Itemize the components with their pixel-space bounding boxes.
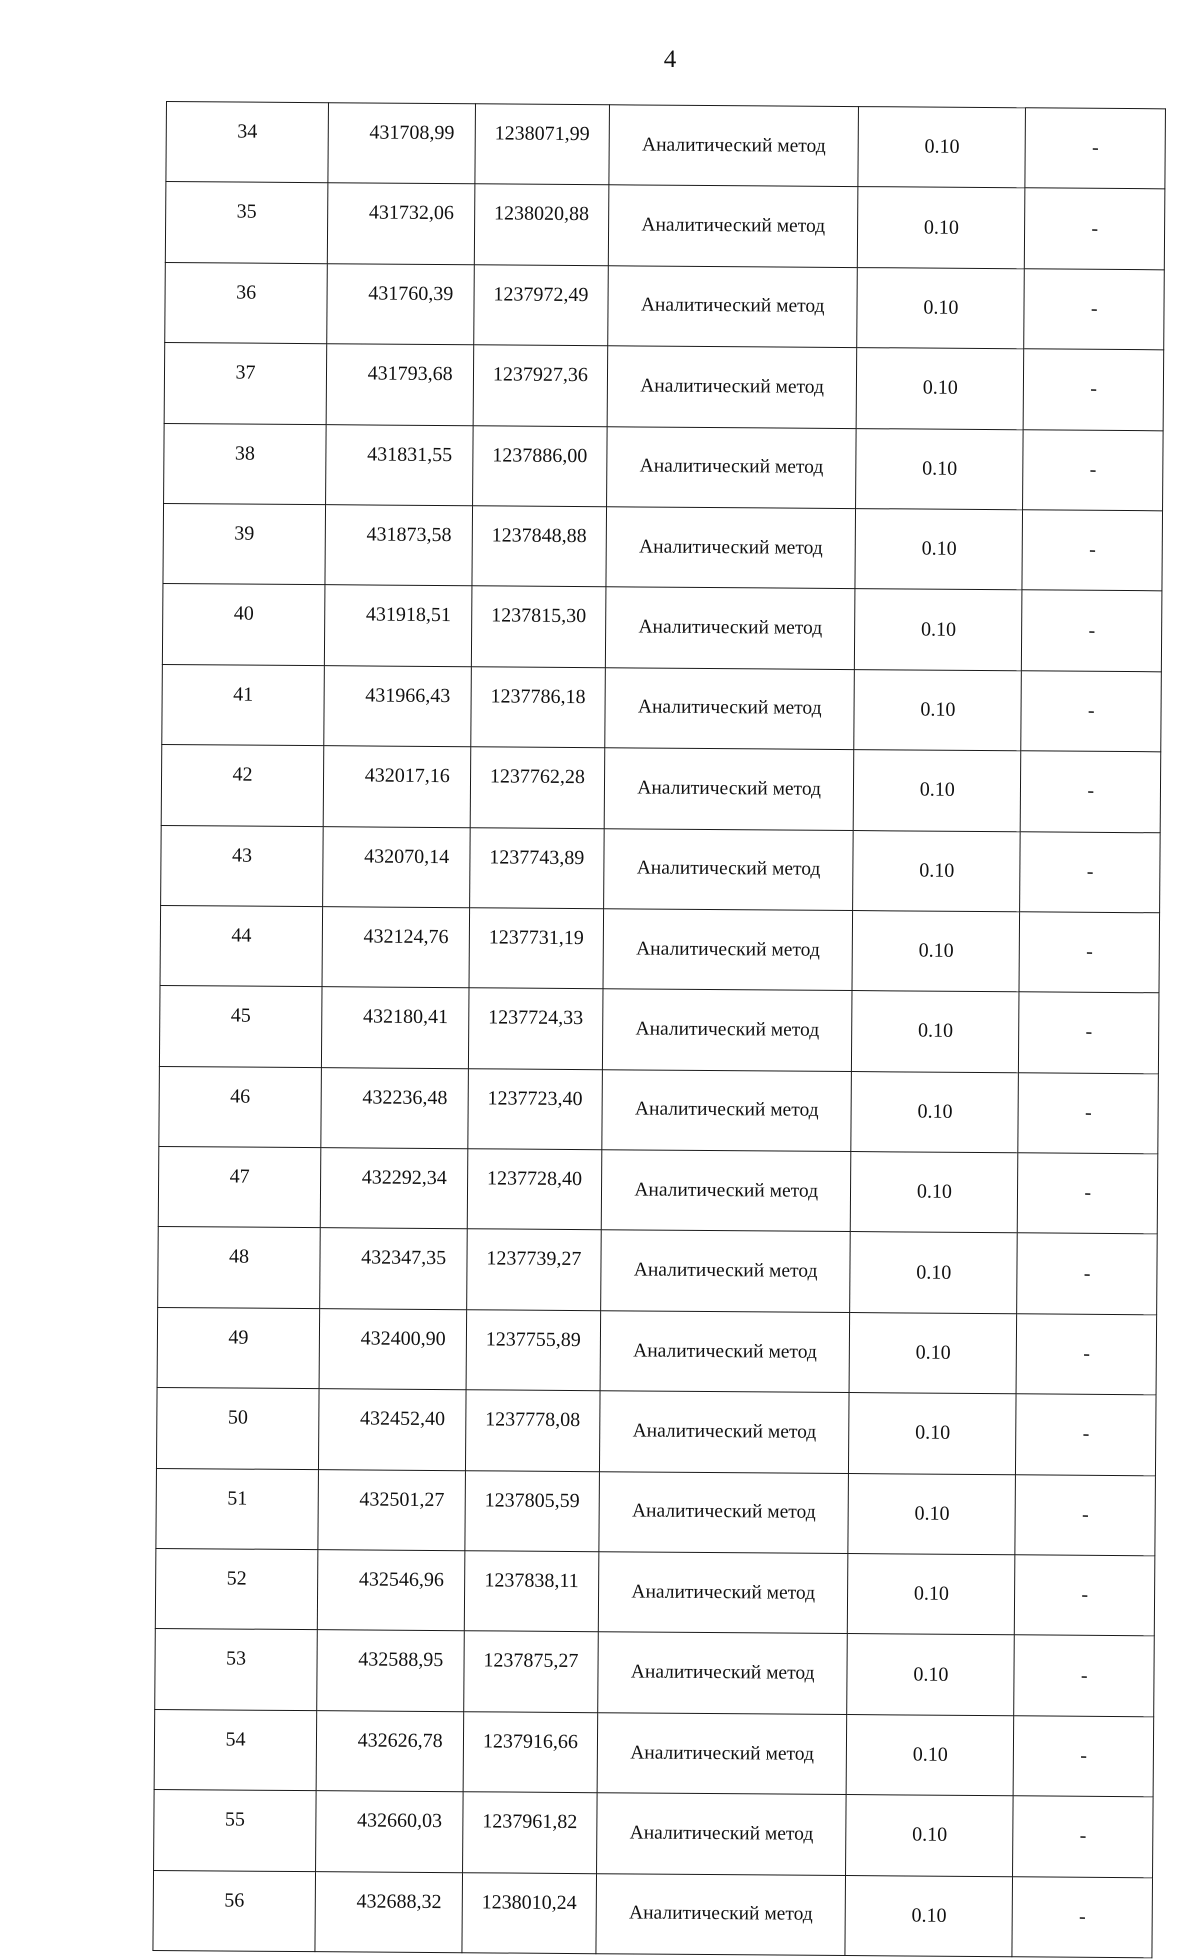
accuracy-cell: 0.10	[857, 267, 1025, 349]
x-coordinate-cell: 431732,06	[327, 183, 474, 264]
point-number-cell: 53	[155, 1629, 318, 1711]
point-number-cell: 52	[155, 1548, 318, 1630]
x-coordinate-cell: 432347,35	[320, 1228, 467, 1309]
accuracy-cell: 0.10	[846, 1795, 1014, 1877]
y-coordinate-cell: 1238010,24	[462, 1872, 597, 1953]
accuracy-cell: 0.10	[853, 750, 1021, 832]
point-number-cell: 38	[164, 423, 327, 505]
note-cell: -	[1020, 831, 1160, 912]
point-number-cell: 39	[163, 503, 326, 585]
x-coordinate-cell: 432688,32	[315, 1871, 462, 1952]
table-row	[163, 503, 1163, 591]
point-number-cell: 54	[154, 1709, 317, 1791]
table-row	[155, 1548, 1155, 1636]
method-cell: Аналитический метод	[602, 989, 852, 1071]
note-cell: -	[1013, 1796, 1153, 1877]
y-coordinate-cell: 1237723,40	[468, 1068, 603, 1149]
accuracy-cell: 0.10	[846, 1714, 1014, 1796]
note-cell: -	[1021, 671, 1161, 752]
x-coordinate-cell: 432124,76	[322, 907, 469, 988]
y-coordinate-cell: 1237886,00	[472, 425, 607, 506]
accuracy-cell: 0.10	[855, 509, 1023, 591]
point-number-cell: 36	[165, 262, 328, 344]
method-cell: Аналитический метод	[601, 1230, 851, 1312]
table-row	[158, 1147, 1158, 1235]
method-cell: Аналитический метод	[604, 828, 854, 910]
note-cell: -	[1016, 1394, 1156, 1475]
y-coordinate-cell: 1237805,59	[465, 1470, 600, 1551]
point-number-cell: 49	[157, 1307, 320, 1389]
note-cell: -	[1014, 1635, 1154, 1716]
x-coordinate-cell: 432546,96	[317, 1550, 464, 1631]
accuracy-cell: 0.10	[847, 1634, 1015, 1716]
table-row	[162, 664, 1162, 752]
y-coordinate-cell: 1238020,88	[474, 184, 609, 265]
x-coordinate-cell: 431793,68	[326, 344, 473, 425]
method-cell: Аналитический метод	[599, 1471, 849, 1553]
page-number: 4	[663, 46, 677, 73]
method-cell: Аналитический метод	[597, 1713, 847, 1795]
point-number-cell: 44	[160, 905, 323, 987]
y-coordinate-cell: 1237961,82	[462, 1792, 597, 1873]
table-row	[156, 1468, 1156, 1556]
accuracy-cell: 0.10	[848, 1554, 1016, 1636]
table-row	[153, 1870, 1153, 1958]
note-cell: -	[1023, 429, 1163, 510]
x-coordinate-cell: 432501,27	[318, 1469, 465, 1550]
y-coordinate-cell: 1237786,18	[470, 666, 605, 747]
method-cell: Аналитический метод	[607, 426, 857, 508]
table-row	[165, 262, 1165, 350]
point-number-cell: 46	[159, 1066, 322, 1148]
x-coordinate-cell: 432626,78	[316, 1710, 463, 1791]
note-cell: -	[1019, 912, 1159, 993]
y-coordinate-cell: 1237731,19	[469, 908, 604, 989]
point-number-cell: 35	[165, 182, 328, 264]
point-number-cell: 47	[158, 1147, 321, 1229]
table-row	[155, 1629, 1155, 1717]
x-coordinate-cell: 432236,48	[321, 1067, 468, 1148]
accuracy-cell: 0.10	[852, 991, 1020, 1073]
method-cell: Аналитический метод	[606, 507, 856, 589]
y-coordinate-cell: 1237743,89	[469, 827, 604, 908]
accuracy-cell: 0.10	[845, 1875, 1013, 1957]
y-coordinate-cell: 1237728,40	[467, 1149, 602, 1230]
x-coordinate-cell: 431708,99	[328, 103, 475, 184]
point-number-cell: 34	[166, 102, 329, 184]
note-cell: -	[1017, 1314, 1157, 1395]
x-coordinate-cell: 431966,43	[324, 665, 471, 746]
note-cell: -	[1025, 188, 1165, 269]
accuracy-cell: 0.10	[851, 1071, 1019, 1153]
x-coordinate-cell: 431760,39	[327, 263, 474, 344]
table-row	[162, 584, 1162, 672]
accuracy-cell: 0.10	[856, 428, 1024, 510]
table-body	[153, 102, 1166, 1958]
method-cell: Аналитический метод	[609, 105, 859, 187]
accuracy-cell: 0.10	[856, 348, 1024, 430]
accuracy-cell: 0.10	[853, 830, 1021, 912]
table-row	[164, 423, 1164, 511]
x-coordinate-cell: 432292,34	[320, 1148, 467, 1229]
x-coordinate-cell: 432452,40	[319, 1389, 466, 1470]
point-number-cell: 56	[153, 1870, 316, 1952]
method-cell: Аналитический метод	[602, 1069, 852, 1151]
method-cell: Аналитический метод	[601, 1150, 851, 1232]
accuracy-cell: 0.10	[858, 107, 1026, 189]
method-cell: Аналитический метод	[600, 1311, 850, 1393]
y-coordinate-cell: 1237838,11	[464, 1551, 599, 1632]
note-cell: -	[1022, 590, 1162, 671]
point-number-cell: 45	[159, 986, 322, 1068]
point-number-cell: 48	[158, 1227, 321, 1309]
note-cell: -	[1022, 510, 1162, 591]
method-cell: Аналитический метод	[603, 909, 853, 991]
y-coordinate-cell: 1237972,49	[473, 265, 608, 346]
point-number-cell: 50	[156, 1388, 319, 1470]
y-coordinate-cell: 1237755,89	[466, 1310, 601, 1391]
table-row	[154, 1790, 1154, 1878]
accuracy-cell: 0.10	[848, 1473, 1016, 1555]
method-cell: Аналитический метод	[596, 1873, 846, 1955]
point-number-cell: 51	[156, 1468, 319, 1550]
table-row	[159, 1066, 1159, 1154]
note-cell: -	[1014, 1716, 1154, 1797]
note-cell: -	[1019, 992, 1159, 1073]
method-cell: Аналитический метод	[605, 587, 855, 669]
table-row	[158, 1227, 1158, 1315]
note-cell: -	[1015, 1555, 1155, 1636]
table-row	[159, 986, 1159, 1074]
note-cell: -	[1024, 269, 1164, 350]
table-row	[161, 745, 1161, 833]
y-coordinate-cell: 1237916,66	[463, 1712, 598, 1793]
y-coordinate-cell: 1237815,30	[471, 586, 606, 667]
method-cell: Аналитический метод	[598, 1632, 848, 1714]
table-row	[161, 825, 1161, 913]
point-number-cell: 37	[164, 343, 327, 425]
note-cell: -	[1025, 108, 1165, 189]
x-coordinate-cell: 432070,14	[323, 826, 470, 907]
accuracy-cell: 0.10	[849, 1393, 1017, 1475]
note-cell: -	[1012, 1876, 1152, 1957]
table-row	[157, 1307, 1157, 1395]
coordinates-table-container	[152, 101, 1200, 1959]
y-coordinate-cell: 1237724,33	[468, 988, 603, 1069]
accuracy-cell: 0.10	[851, 1152, 1019, 1234]
method-cell: Аналитический метод	[607, 346, 857, 428]
accuracy-cell: 0.10	[858, 187, 1026, 269]
method-cell: Аналитический метод	[597, 1793, 847, 1875]
x-coordinate-cell: 432588,95	[317, 1630, 464, 1711]
x-coordinate-cell: 431918,51	[324, 585, 471, 666]
y-coordinate-cell: 1237848,88	[472, 506, 607, 587]
point-number-cell: 40	[162, 584, 325, 666]
note-cell: -	[1017, 1233, 1157, 1314]
point-number-cell: 41	[162, 664, 325, 746]
y-coordinate-cell: 1237927,36	[473, 345, 608, 426]
y-coordinate-cell: 1237739,27	[466, 1229, 601, 1310]
table-row	[160, 905, 1160, 993]
x-coordinate-cell: 432017,16	[323, 746, 470, 827]
method-cell: Аналитический метод	[598, 1552, 848, 1634]
point-number-cell: 43	[161, 825, 324, 907]
method-cell: Аналитический метод	[608, 185, 858, 267]
accuracy-cell: 0.10	[855, 589, 1023, 671]
x-coordinate-cell: 431873,58	[325, 505, 472, 586]
table-row	[165, 182, 1165, 270]
point-number-cell: 55	[154, 1790, 317, 1872]
x-coordinate-cell: 432660,03	[316, 1791, 463, 1872]
x-coordinate-cell: 431831,55	[326, 424, 473, 505]
table-row	[156, 1388, 1156, 1476]
y-coordinate-cell: 1237875,27	[463, 1631, 598, 1712]
x-coordinate-cell: 432180,41	[321, 987, 468, 1068]
accuracy-cell: 0.10	[850, 1232, 1018, 1314]
y-coordinate-cell: 1237762,28	[470, 747, 605, 828]
method-cell: Аналитический метод	[604, 748, 854, 830]
note-cell: -	[1015, 1474, 1155, 1555]
note-cell: -	[1018, 1153, 1158, 1234]
note-cell: -	[1018, 1072, 1158, 1153]
y-coordinate-cell: 1238071,99	[475, 104, 610, 185]
accuracy-cell: 0.10	[854, 669, 1022, 751]
accuracy-cell: 0.10	[849, 1312, 1017, 1394]
accuracy-cell: 0.10	[852, 910, 1020, 992]
coordinates-table	[152, 101, 1166, 1958]
x-coordinate-cell: 432400,90	[319, 1309, 466, 1390]
table-row	[166, 102, 1166, 190]
method-cell: Аналитический метод	[608, 266, 858, 348]
y-coordinate-cell: 1237778,08	[465, 1390, 600, 1471]
table-row	[154, 1709, 1154, 1797]
note-cell: -	[1024, 349, 1164, 430]
point-number-cell: 42	[161, 745, 324, 827]
method-cell: Аналитический метод	[605, 667, 855, 749]
table-row	[164, 343, 1164, 431]
method-cell: Аналитический метод	[600, 1391, 850, 1473]
note-cell: -	[1021, 751, 1161, 832]
